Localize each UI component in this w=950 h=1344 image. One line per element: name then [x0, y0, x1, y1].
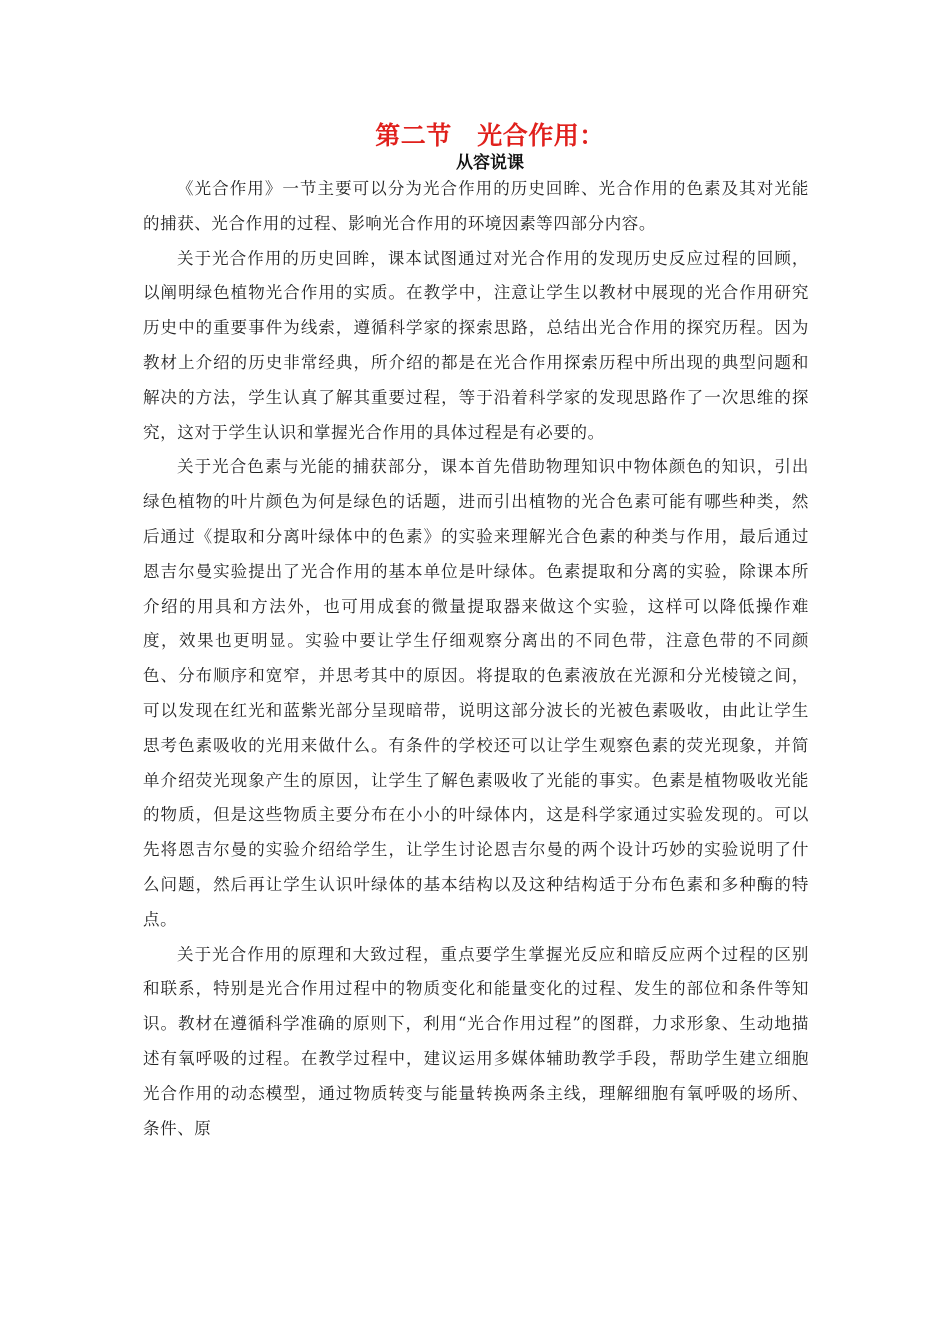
paragraph-1: 《光合作用》一节主要可以分为光合作用的历史回眸、光合作用的色素及其对光能的捕获、光合作用的过程、影响光合作用的环境因素等四部分内容。 — [143, 179, 809, 233]
body-text — [143, 172, 809, 1146]
paragraph-4: 关于光合作用的原理和大致过程，重点要学生掌握光反应和暗反应两个过程的区别和联系，特别是光合作用过程中的物质变化和能量变化的过程、发生的部位和条件等知识。教材在遵循科学准确的原则下，利用“光合作用过程”的图群，力求形象、生动地描述有氧呼吸的过程。在教学过程中，建议运用多媒体辅助教学手段，帮助学生建立细胞光合作用的动态模型，通过物质转变与能量转换两条主线，理解细胞有氧呼吸的场所、条件、原 — [143, 944, 809, 1138]
section-title: 第二节 光合作用： — [375, 121, 605, 150]
section-subtitle: 从容说课 — [456, 153, 524, 173]
paragraph-3: 关于光合色素与光能的捕获部分，课本首先借助物理知识中物体颜色的知识，引出绿色植物的叶片颜色为何是绿色的话题，进而引出植物的光合色素可能有哪些种类，然后通过《提取和分离叶绿体中的色素》的实验来理解光合色素的种类与作用，最后通过恩吉尔曼实验提出了光合作用的基本单位是叶绿体。色素提取和分离的实验，除课本所介绍的用具和方法外，也可用成套的微量提取器来做这个实验，这样可以降低操作难度，效果也更明显。实验中要让学生仔细观察分离出的不同色带，注意色带的不同颜色、分布顺序和宽窄，并思考其中的原因。将提取的色素液放在光源和分光棱镜之间，可以发现在红光和蓝紫光部分呈现暗带，说明这部分波长的光被色素吸收，由此让学生思考色素吸收的光用来做什么。有条件的学校还可以让学生观察色素的荧光现象，并简单介绍荧光现象产生的原因，让学生了解色素吸收了光能的事实。色素是植物吸收光能的物质，但是这些物质主要分布在小小的叶绿体内，这是科学家通过实验发现的。可以先将恩吉尔曼的实验介绍给学生，让学生讨论恩吉尔曼的两个设计巧妙的实验说明了什么问题，然后再让学生认识叶绿体的基本结构以及这种结构适于分布色素和多种酶的特点。 — [143, 457, 809, 929]
paragraph-2: 关于光合作用的历史回眸，课本试图通过对光合作用的发现历史反应过程的回顾，以阐明绿色植物光合作用的实质。在教学中，注意让学生以教材中展现的光合作用研究历史中的重要事件为线索，遵循科学家的探索思路，总结出光合作用的探究历程。因为教材上介绍的历史非常经典，所介绍的都是在光合作用探索历程中所出现的典型问题和解决的方法，学生认真了解其重要过程，等于沿着科学家的发现思路作了一次思维的探究，这对于学生认识和掌握光合作用的具体过程是有必要的。 — [143, 248, 809, 442]
